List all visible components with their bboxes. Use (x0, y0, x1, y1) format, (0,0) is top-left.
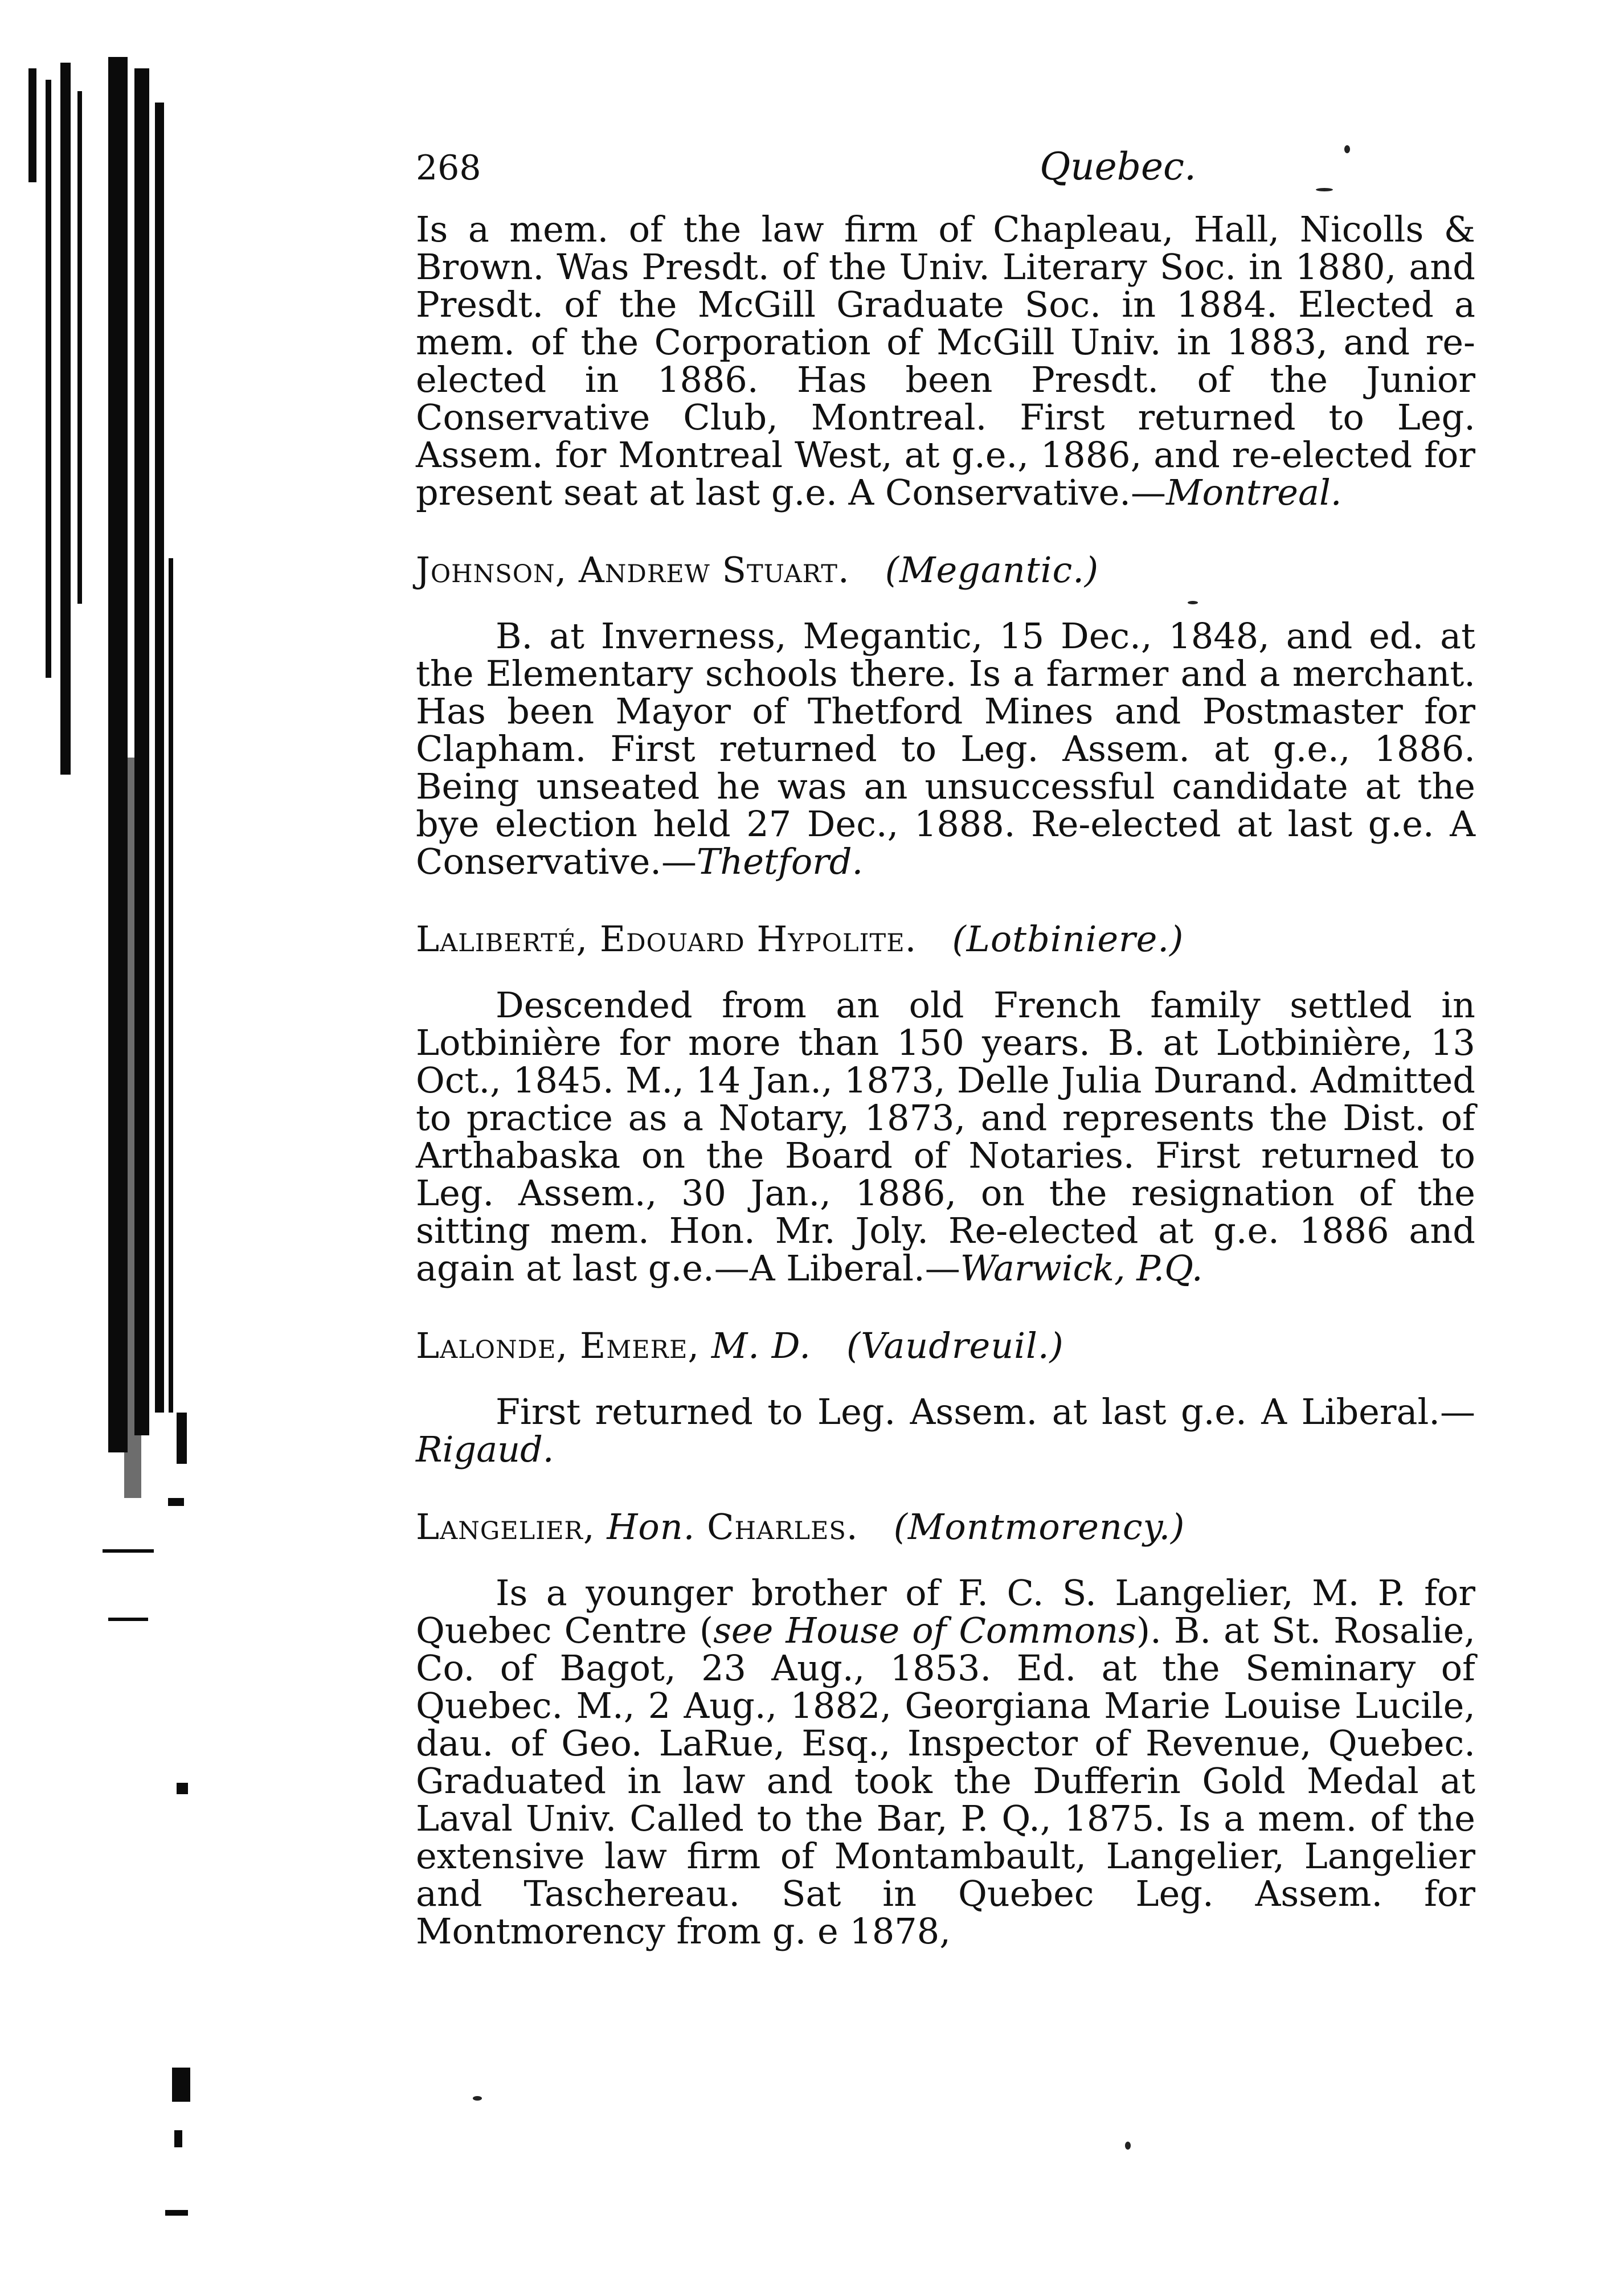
member-name: Charles. (707, 1506, 858, 1548)
page-text (416, 145, 1476, 1952)
entry-text: First returned to Leg. Assem. at last g.e. A Liberal.— (496, 1391, 1475, 1432)
honorific: Hon. (607, 1506, 696, 1548)
entry-text: B. at Inverness, Megantic, 15 Dec., 1848, and ed. at the Elementary schools there. Is a farmer and a merchant. Has been Mayor of Thetford Mines and Postmaster for Clapham. First returned to Leg. Assem. at g.e., 1886. Being unseated he was an unsuccessful candidate at the bye election held 27 Dec., 1888. Re-elected at last g.e. A Conservative.— (416, 615, 1475, 882)
entry-body-laliberte (416, 984, 1475, 1289)
page-number: 268 (416, 148, 481, 188)
member-name: Johnson, Andrew Stuart. (416, 549, 850, 591)
running-title: Quebec. (1040, 145, 1196, 189)
entry-heading-lalonde (416, 1327, 1475, 1365)
scan-speck (1125, 2142, 1131, 2150)
entry-body-langelier (416, 1574, 1475, 1950)
riding: (Montmorency.) (893, 1506, 1185, 1548)
continuation-residence: Montreal. (1166, 472, 1342, 513)
entry-text: Is a younger brother of F. C. S. Langelier, M. P. for Quebec Centre ( (416, 1572, 1475, 1651)
scan-gutter (23, 46, 188, 2210)
entry-heading-johnson (416, 551, 1475, 589)
residence: Rigaud. (416, 1429, 554, 1470)
continuation-paragraph (416, 208, 1475, 513)
residence: Thetford. (697, 841, 864, 882)
running-head (416, 145, 1344, 189)
residence: Warwick, P.Q. (960, 1247, 1203, 1289)
riding: (Lotbiniere.) (952, 918, 1184, 960)
entry-text-cont: ). B. at St. Rosalie, Co. of Bagot, 23 Aug., 1853. Ed. at the Seminary of Quebec. M., 2 Aug., 1882, Georgiana Marie Louise Lucile, dau. of Geo. LaRue, Esq., Inspector of Revenue, Quebec. Graduated in law and took the Dufferin Gold Medal at Laval Univ. Called to the Bar, P. Q., 1875. Is a mem. of the extensive law firm of Montambault, Langelier, Langelier and Taschereau. Sat in Quebec Leg. Assem. for Montmorency from g. e 1878, (416, 1610, 1476, 1952)
continuation-text: Is a mem. of the law firm of Chapleau, Hall, Nicolls & Brown. Was Presdt. of the Univ. Literary Soc. in 1880, and Presdt. of the McGill Graduate Soc. in 1884. Elected a mem. of the Corporation of McGill Univ. in 1883, and re-elected in 1886. Has been Presdt. of the Junior Conservative Club, Montreal. First returned to Leg. Assem. for Montreal West, at g.e., 1886, and re-elected for present seat at last g.e. A Conservative.— (416, 208, 1475, 513)
member-name: Laliberté, Edouard Hypolite. (416, 918, 917, 960)
scan-speck (473, 2096, 482, 2101)
member-name: Lalonde, Emere, (416, 1325, 700, 1366)
riding: (Vaudreuil.) (846, 1325, 1064, 1366)
title-suffix: M. D. (711, 1325, 811, 1366)
entry-body-lalonde (416, 1393, 1475, 1468)
entry-text: Descended from an old French family settled in Lotbinière for more than 150 years. B. at Lotbinière, 13 Oct., 1845. M., 14 Jan., 1873, Delle Julia Durand. Admitted to practice as a Notary, 1873, and represents the Dist. of Arthabaska on the Board of Notaries. First returned to Leg. Assem., 30 Jan., 1886, on the resignation of the sitting mem. Hon. Mr. Joly. Re-elected at g.e. 1886 and again at last g.e.—A Liberal.— (416, 984, 1475, 1289)
member-name-prefix: Langelier, (416, 1506, 595, 1548)
entry-heading-langelier (416, 1508, 1475, 1546)
entry-body-johnson (416, 617, 1475, 881)
cross-reference: see House of Commons (713, 1610, 1136, 1651)
riding: (Megantic.) (885, 549, 1099, 591)
entry-heading-laliberte (416, 920, 1475, 958)
